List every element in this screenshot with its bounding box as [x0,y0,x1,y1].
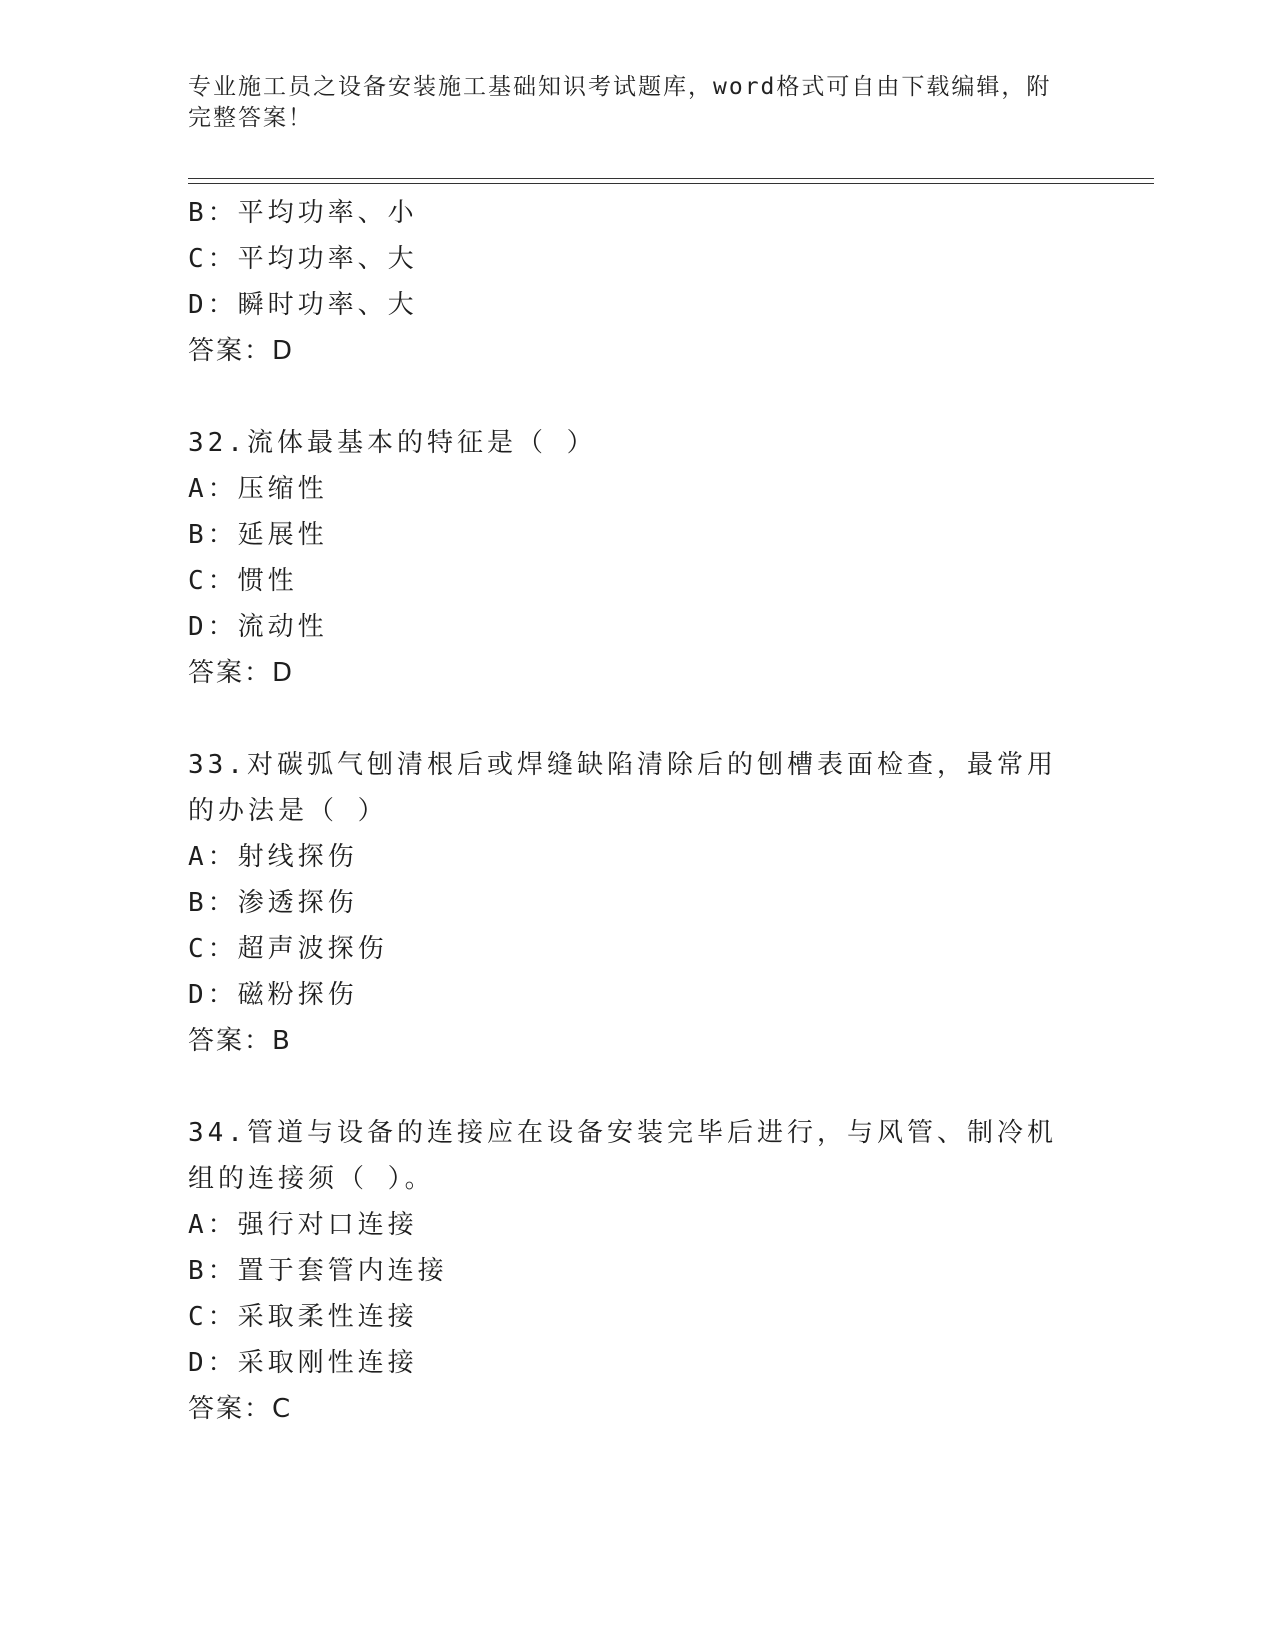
question-32 [188,420,1088,696]
option-b: B：置于套管内连接 [188,1256,448,1286]
option-b: B：延展性 [188,520,328,550]
carryover-block [188,190,1088,374]
option-c: C：平均功率、大 [188,244,418,274]
question-stem: 34.管道与设备的连接应在设备安装完毕后进行，与风管、制冷机组的连接须（ ）。 [188,1118,1057,1194]
question-stem: 33.对碳弧气刨清根后或焊缝缺陷清除后的刨槽表面检查，最常用的办法是（ ） [188,750,1057,826]
document-header: 专业施工员之设备安装施工基础知识考试题库，word格式可自由下载编辑，附完整答案！ [188,74,1052,131]
option-d: D：瞬时功率、大 [188,290,418,320]
option-c: C：超声波探伤 [188,934,388,964]
header-rule-bottom [188,183,1154,184]
option-a: A：压缩性 [188,474,328,504]
option-d: D：采取刚性连接 [188,1348,418,1378]
answer-line: 答案：C [188,1394,293,1424]
option-d: D：磁粉探伤 [188,980,358,1010]
option-c: C：采取柔性连接 [188,1302,418,1332]
spacer [188,374,1088,420]
option-b: B：平均功率、小 [188,198,418,228]
answer-line: 答案：B [188,1026,292,1056]
header-rule-top [188,178,1154,179]
option-a: A：射线探伤 [188,842,358,872]
question-33 [188,742,1088,1064]
option-a: A：强行对口连接 [188,1210,418,1240]
question-list [188,190,1088,1432]
spacer [188,1064,1088,1110]
answer-line: 答案：D [188,336,295,366]
option-b: B：渗透探伤 [188,888,358,918]
spacer [188,696,1088,742]
option-d: D：流动性 [188,612,328,642]
option-c: C：惯性 [188,566,298,596]
answer-line: 答案：D [188,658,295,688]
question-34 [188,1110,1088,1432]
question-stem: 32.流体最基本的特征是（ ） [188,428,597,458]
